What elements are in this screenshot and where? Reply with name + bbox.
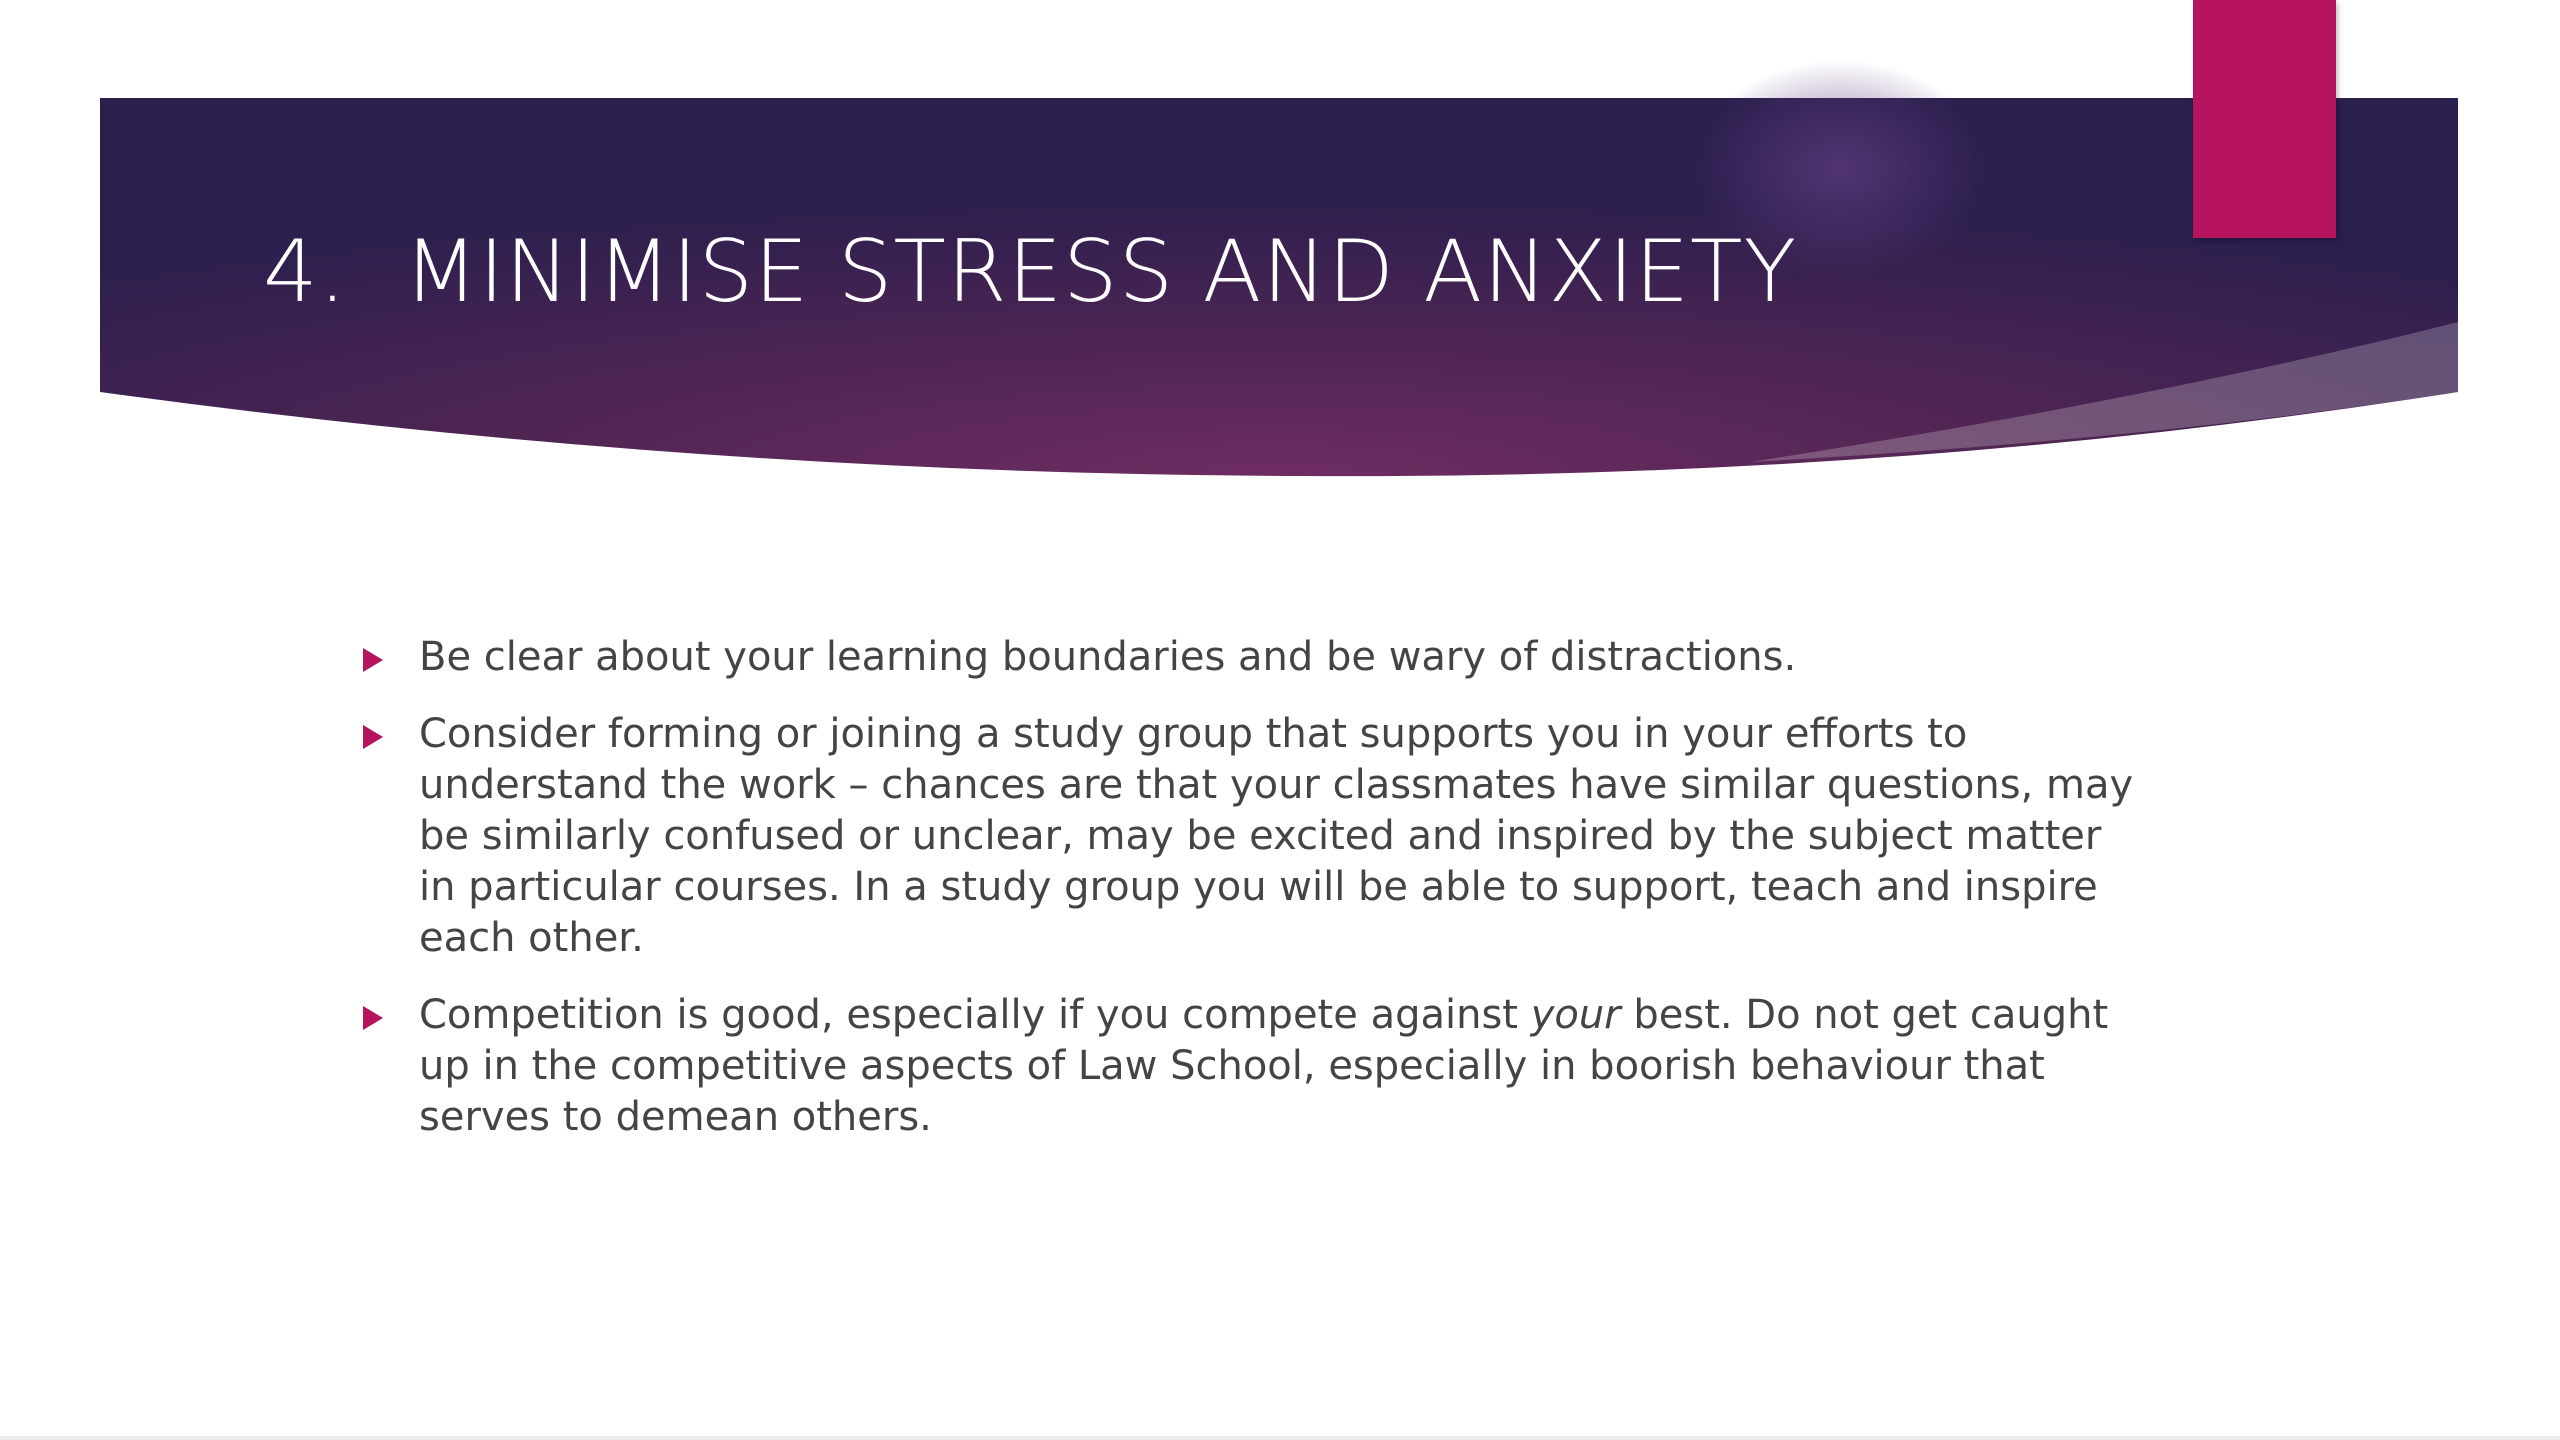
bullet-item (355, 632, 2135, 683)
bullet-item (355, 990, 2135, 1143)
bullet-text-before: Competition is good, especially if you compete against (419, 992, 1531, 1038)
slide-bottom-edge (0, 1436, 2560, 1440)
accent-tab (2193, 0, 2336, 238)
bullet-text: Be clear about your learning boundaries and be wary of distractions. (419, 634, 1797, 680)
slide-title: 4. MINIMISE STRESS AND ANXIETY (263, 222, 1798, 322)
bullet-text-emphasis: your (1530, 992, 1621, 1038)
triangle-bullet-icon (363, 648, 383, 672)
bullet-text: Consider forming or joining a study group that supports you in your efforts to understand the work – chances are that your classmates have similar questions, may be similarly confused or unclear, may be excited and inspired by the subject matter in particular courses. In a study group you will be able to support, teach and inspire each other. (419, 711, 2134, 961)
triangle-bullet-icon (363, 725, 383, 749)
triangle-bullet-icon (363, 1006, 383, 1030)
bullet-text-after: best. Do not get caught up in the competitive aspects of Law School, especially in boorish behaviour that serves to demean others. (419, 992, 2109, 1140)
bullet-item (355, 709, 2135, 964)
bullet-list (355, 632, 2135, 1169)
